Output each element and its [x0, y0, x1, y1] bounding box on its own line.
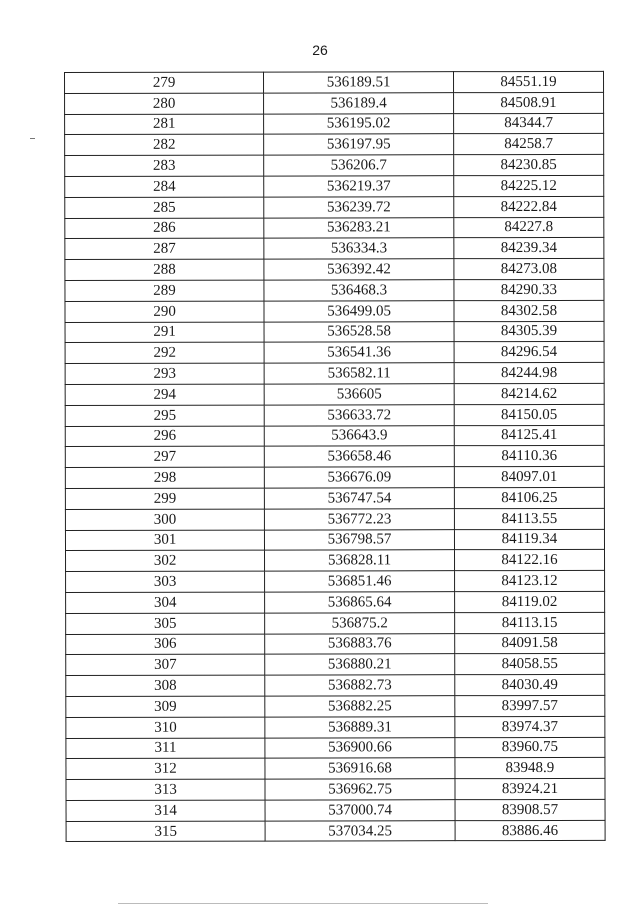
y-coordinate-cell: 84296.54	[454, 342, 604, 363]
x-coordinate-cell: 536392.42	[264, 259, 454, 280]
point-number-cell: 295	[65, 405, 264, 426]
y-coordinate-cell: 84508.91	[453, 92, 603, 113]
y-coordinate-cell: 84551.19	[453, 71, 603, 92]
point-number-cell: 283	[65, 155, 264, 176]
x-coordinate-cell: 536189.51	[264, 72, 454, 93]
x-coordinate-cell: 536189.4	[264, 92, 454, 113]
point-number-cell: 286	[65, 218, 264, 239]
y-coordinate-cell: 84123.12	[454, 570, 604, 591]
point-number-cell: 301	[65, 530, 264, 551]
y-coordinate-cell: 84125.41	[454, 425, 604, 446]
x-coordinate-cell: 536239.72	[264, 196, 454, 217]
point-number-cell: 305	[66, 613, 265, 634]
x-coordinate-cell: 536206.7	[264, 155, 454, 176]
table-row	[65, 487, 604, 509]
point-number-cell: 314	[66, 800, 265, 821]
y-coordinate-cell: 83924.21	[455, 778, 605, 799]
y-coordinate-cell: 84230.85	[454, 155, 604, 176]
x-coordinate-cell: 536582.11	[264, 363, 454, 384]
point-number-cell: 279	[65, 72, 264, 93]
table-row	[65, 446, 604, 468]
table-row	[65, 71, 604, 93]
y-coordinate-cell: 84113.15	[455, 612, 605, 633]
table-row	[66, 778, 605, 800]
y-coordinate-cell: 84119.34	[454, 529, 604, 550]
y-coordinate-cell: 83886.46	[455, 820, 605, 841]
y-coordinate-cell: 84119.02	[455, 591, 605, 612]
y-coordinate-cell: 84113.55	[454, 508, 604, 529]
point-number-cell: 308	[66, 675, 265, 696]
x-coordinate-cell: 536528.58	[264, 321, 454, 342]
x-coordinate-cell: 536865.64	[265, 592, 455, 613]
point-number-cell: 311	[66, 738, 265, 759]
x-coordinate-cell: 536499.05	[264, 300, 454, 321]
table-row	[66, 612, 605, 634]
x-coordinate-cell: 536334.3	[264, 238, 454, 259]
x-coordinate-cell: 536676.09	[265, 467, 455, 488]
x-coordinate-cell: 536962.75	[265, 779, 455, 800]
page-number: 26	[312, 42, 328, 58]
x-coordinate-cell: 536889.31	[265, 716, 455, 737]
table-row	[65, 425, 604, 447]
x-coordinate-cell: 536883.76	[265, 633, 455, 654]
page-bottom-edge	[118, 903, 488, 904]
x-coordinate-cell: 536195.02	[264, 113, 454, 134]
point-number-cell: 281	[65, 114, 264, 135]
point-number-cell: 306	[66, 634, 265, 655]
y-coordinate-cell: 84239.34	[454, 238, 604, 259]
point-number-cell: 280	[65, 93, 264, 114]
point-number-cell: 294	[65, 384, 264, 405]
x-coordinate-cell: 536882.73	[265, 675, 455, 696]
table-row	[66, 758, 605, 780]
point-number-cell: 297	[65, 446, 264, 467]
point-number-cell: 288	[65, 259, 264, 280]
table-row	[65, 467, 604, 489]
point-number-cell: 300	[65, 509, 264, 530]
table-row	[66, 799, 605, 821]
x-coordinate-cell: 536605	[264, 384, 454, 405]
y-coordinate-cell: 84214.62	[454, 383, 604, 404]
y-coordinate-cell: 84030.49	[455, 674, 605, 695]
y-coordinate-cell: 83974.37	[455, 716, 605, 737]
x-coordinate-cell: 536643.9	[264, 425, 454, 446]
y-coordinate-cell: 84106.25	[454, 487, 604, 508]
point-number-cell: 282	[65, 134, 264, 155]
point-number-cell: 293	[65, 363, 264, 384]
point-number-cell: 292	[65, 342, 264, 363]
table-row	[65, 279, 604, 301]
table-row	[65, 217, 604, 239]
x-coordinate-cell: 536875.2	[265, 612, 455, 633]
point-number-cell: 287	[65, 238, 264, 259]
table-row	[66, 633, 605, 655]
table-row	[66, 654, 605, 676]
table-row	[66, 570, 605, 592]
table-row	[65, 300, 604, 322]
x-coordinate-cell: 536828.11	[265, 550, 455, 571]
y-coordinate-cell: 84290.33	[454, 279, 604, 300]
y-coordinate-cell: 84302.58	[454, 300, 604, 321]
table-row	[66, 591, 605, 613]
point-number-cell: 289	[65, 280, 264, 301]
point-number-cell: 296	[65, 426, 264, 447]
coordinates-table	[64, 71, 606, 843]
x-coordinate-cell: 536283.21	[264, 217, 454, 238]
table-row	[65, 155, 604, 177]
y-coordinate-cell: 84344.7	[454, 113, 604, 134]
y-coordinate-cell: 84150.05	[454, 404, 604, 425]
x-coordinate-cell: 536900.66	[265, 737, 455, 758]
y-coordinate-cell: 83960.75	[455, 737, 605, 758]
table-row	[65, 92, 604, 114]
point-number-cell: 285	[65, 197, 264, 218]
table-row	[65, 196, 604, 218]
x-coordinate-cell: 536798.57	[265, 529, 455, 550]
table-row	[65, 259, 604, 281]
table-row	[66, 550, 605, 572]
table-row	[65, 175, 604, 197]
x-coordinate-cell: 536468.3	[264, 280, 454, 301]
point-number-cell: 298	[65, 467, 264, 488]
y-coordinate-cell: 84273.08	[454, 259, 604, 280]
table-row	[66, 820, 605, 842]
x-coordinate-cell: 536880.21	[265, 654, 455, 675]
x-coordinate-cell: 536916.68	[265, 758, 455, 779]
table-row	[65, 363, 604, 385]
y-coordinate-cell: 84110.36	[454, 446, 604, 467]
point-number-cell: 291	[65, 322, 264, 343]
x-coordinate-cell: 536882.25	[265, 696, 455, 717]
point-number-cell: 312	[66, 758, 265, 779]
table-row	[66, 674, 605, 696]
x-coordinate-cell: 536747.54	[265, 488, 455, 509]
table-row	[65, 383, 604, 405]
point-number-cell: 303	[66, 571, 265, 592]
x-coordinate-cell: 536219.37	[264, 176, 454, 197]
y-coordinate-cell: 83908.57	[455, 799, 605, 820]
y-coordinate-cell: 84305.39	[454, 321, 604, 342]
point-number-cell: 307	[66, 654, 265, 675]
y-coordinate-cell: 84122.16	[454, 550, 604, 571]
point-number-cell: 284	[65, 176, 264, 197]
y-coordinate-cell: 83948.9	[455, 758, 605, 779]
point-number-cell: 313	[66, 779, 265, 800]
table-row	[65, 342, 604, 364]
point-number-cell: 304	[66, 592, 265, 613]
y-coordinate-cell: 84222.84	[454, 196, 604, 217]
coordinates-table-body	[65, 71, 606, 842]
point-number-cell: 299	[65, 488, 264, 509]
point-number-cell: 315	[66, 821, 265, 842]
table-row	[65, 238, 604, 260]
table-row	[65, 134, 604, 156]
point-number-cell: 310	[66, 717, 265, 738]
point-number-cell: 309	[66, 696, 265, 717]
table-row	[66, 695, 605, 717]
point-number-cell: 290	[65, 301, 264, 322]
table-row	[65, 113, 604, 135]
x-coordinate-cell: 536658.46	[264, 446, 454, 467]
y-coordinate-cell: 84058.55	[455, 654, 605, 675]
x-coordinate-cell: 536851.46	[265, 571, 455, 592]
x-coordinate-cell: 536633.72	[264, 404, 454, 425]
scan-speck	[30, 138, 35, 139]
y-coordinate-cell: 84258.7	[454, 134, 604, 155]
y-coordinate-cell: 84227.8	[454, 217, 604, 238]
table-row	[66, 737, 605, 759]
y-coordinate-cell: 84225.12	[454, 175, 604, 196]
table-row	[65, 529, 604, 551]
y-coordinate-cell: 83997.57	[455, 695, 605, 716]
x-coordinate-cell: 536197.95	[264, 134, 454, 155]
y-coordinate-cell: 84097.01	[454, 467, 604, 488]
table-row	[65, 404, 604, 426]
x-coordinate-cell: 536541.36	[264, 342, 454, 363]
point-number-cell: 302	[66, 550, 265, 571]
x-coordinate-cell: 536772.23	[265, 508, 455, 529]
y-coordinate-cell: 84244.98	[454, 363, 604, 384]
table-row	[66, 716, 605, 738]
x-coordinate-cell: 537034.25	[265, 820, 455, 841]
x-coordinate-cell: 537000.74	[265, 800, 455, 821]
y-coordinate-cell: 84091.58	[455, 633, 605, 654]
table-row	[65, 508, 604, 530]
table-row	[65, 321, 604, 343]
